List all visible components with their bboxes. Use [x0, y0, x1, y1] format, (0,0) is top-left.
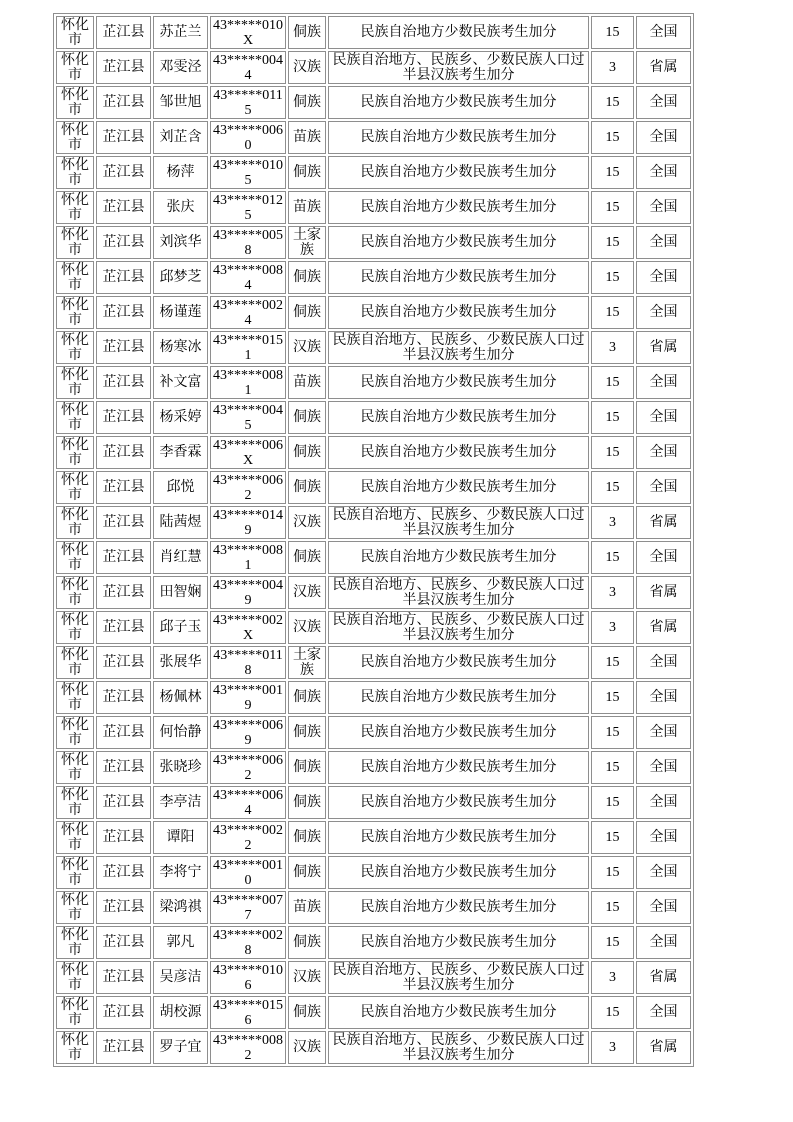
cell-ethnicity: 苗族: [288, 121, 326, 154]
cell-student-name: 陆茜煜: [153, 506, 208, 539]
cell-county: 芷江县: [96, 891, 151, 924]
cell-city: 怀化市: [56, 576, 94, 609]
cell-bonus-points: 15: [591, 401, 634, 434]
cell-bonus-reason: 民族自治地方少数民族考生加分: [328, 786, 589, 819]
table-row: [56, 296, 691, 329]
cell-student-name: 何怡静: [153, 716, 208, 749]
cell-city: 怀化市: [56, 401, 94, 434]
cell-county: 芷江县: [96, 296, 151, 329]
cell-student-name: 杨寒冰: [153, 331, 208, 364]
cell-city: 怀化市: [56, 16, 94, 49]
cell-bonus-points: 15: [591, 436, 634, 469]
cell-scope: 省属: [636, 576, 691, 609]
cell-bonus-reason: 民族自治地方少数民族考生加分: [328, 436, 589, 469]
cell-city: 怀化市: [56, 996, 94, 1029]
table-row: [56, 331, 691, 364]
cell-bonus-reason: 民族自治地方、民族乡、少数民族人口过半县汉族考生加分: [328, 611, 589, 644]
cell-city: 怀化市: [56, 191, 94, 224]
cell-bonus-reason: 民族自治地方少数民族考生加分: [328, 226, 589, 259]
cell-bonus-reason: 民族自治地方少数民族考生加分: [328, 716, 589, 749]
cell-bonus-points: 15: [591, 366, 634, 399]
cell-scope: 全国: [636, 121, 691, 154]
cell-bonus-points: 15: [591, 996, 634, 1029]
cell-id-number: 43*****0062: [210, 471, 286, 504]
cell-id-number: 43*****0049: [210, 576, 286, 609]
cell-ethnicity: 苗族: [288, 366, 326, 399]
table-row: [56, 961, 691, 994]
cell-id-number: 43*****0028: [210, 926, 286, 959]
cell-id-number: 43*****0151: [210, 331, 286, 364]
table-row: [56, 856, 691, 889]
cell-ethnicity: 侗族: [288, 751, 326, 784]
cell-student-name: 梁鸿祺: [153, 891, 208, 924]
cell-city: 怀化市: [56, 471, 94, 504]
cell-bonus-points: 3: [591, 611, 634, 644]
cell-student-name: 李亭洁: [153, 786, 208, 819]
cell-city: 怀化市: [56, 611, 94, 644]
table-row: [56, 121, 691, 154]
cell-ethnicity: 汉族: [288, 506, 326, 539]
cell-bonus-points: 15: [591, 856, 634, 889]
table-row: [56, 471, 691, 504]
cell-ethnicity: 汉族: [288, 51, 326, 84]
cell-ethnicity: 苗族: [288, 191, 326, 224]
cell-bonus-reason: 民族自治地方少数民族考生加分: [328, 156, 589, 189]
table-row: [56, 16, 691, 49]
cell-county: 芷江县: [96, 51, 151, 84]
table-row: [56, 541, 691, 574]
table-row: [56, 261, 691, 294]
cell-bonus-reason: 民族自治地方、民族乡、少数民族人口过半县汉族考生加分: [328, 51, 589, 84]
cell-scope: 全国: [636, 16, 691, 49]
cell-ethnicity: 侗族: [288, 926, 326, 959]
cell-student-name: 李将宁: [153, 856, 208, 889]
cell-id-number: 43*****0081: [210, 366, 286, 399]
cell-bonus-points: 15: [591, 681, 634, 714]
cell-scope: 全国: [636, 926, 691, 959]
cell-bonus-points: 15: [591, 471, 634, 504]
cell-id-number: 43*****0022: [210, 821, 286, 854]
cell-bonus-points: 3: [591, 1031, 634, 1064]
cell-id-number: 43*****0044: [210, 51, 286, 84]
cell-id-number: 43*****0106: [210, 961, 286, 994]
cell-bonus-reason: 民族自治地方少数民族考生加分: [328, 471, 589, 504]
cell-ethnicity: 侗族: [288, 261, 326, 294]
cell-bonus-reason: 民族自治地方少数民族考生加分: [328, 646, 589, 679]
cell-county: 芷江县: [96, 261, 151, 294]
cell-bonus-points: 15: [591, 891, 634, 924]
cell-county: 芷江县: [96, 996, 151, 1029]
cell-id-number: 43*****0118: [210, 646, 286, 679]
cell-id-number: 43*****0077: [210, 891, 286, 924]
cell-ethnicity: 侗族: [288, 786, 326, 819]
cell-ethnicity: 土家族: [288, 226, 326, 259]
cell-county: 芷江县: [96, 331, 151, 364]
cell-city: 怀化市: [56, 436, 94, 469]
cell-bonus-reason: 民族自治地方少数民族考生加分: [328, 16, 589, 49]
cell-city: 怀化市: [56, 366, 94, 399]
cell-county: 芷江县: [96, 646, 151, 679]
cell-id-number: 43*****0125: [210, 191, 286, 224]
cell-bonus-reason: 民族自治地方少数民族考生加分: [328, 541, 589, 574]
cell-bonus-points: 15: [591, 786, 634, 819]
cell-bonus-reason: 民族自治地方少数民族考生加分: [328, 261, 589, 294]
cell-ethnicity: 侗族: [288, 856, 326, 889]
cell-county: 芷江县: [96, 121, 151, 154]
cell-ethnicity: 侗族: [288, 156, 326, 189]
bonus-points-table: [53, 13, 694, 1067]
cell-ethnicity: 汉族: [288, 331, 326, 364]
table-row: [56, 1031, 691, 1064]
cell-scope: 省属: [636, 331, 691, 364]
cell-id-number: 43*****002X: [210, 611, 286, 644]
cell-county: 芷江县: [96, 576, 151, 609]
cell-county: 芷江县: [96, 191, 151, 224]
cell-bonus-reason: 民族自治地方、民族乡、少数民族人口过半县汉族考生加分: [328, 1031, 589, 1064]
cell-scope: 全国: [636, 891, 691, 924]
cell-city: 怀化市: [56, 331, 94, 364]
cell-city: 怀化市: [56, 786, 94, 819]
cell-id-number: 43*****0082: [210, 1031, 286, 1064]
table-row: [56, 646, 691, 679]
table-row: [56, 86, 691, 119]
cell-ethnicity: 侗族: [288, 681, 326, 714]
cell-ethnicity: 汉族: [288, 1031, 326, 1064]
table-row: [56, 191, 691, 224]
cell-id-number: 43*****0084: [210, 261, 286, 294]
cell-bonus-reason: 民族自治地方、民族乡、少数民族人口过半县汉族考生加分: [328, 576, 589, 609]
cell-student-name: 邱梦芝: [153, 261, 208, 294]
table-row: [56, 576, 691, 609]
cell-student-name: 杨采婷: [153, 401, 208, 434]
cell-county: 芷江县: [96, 541, 151, 574]
cell-county: 芷江县: [96, 681, 151, 714]
cell-ethnicity: 侗族: [288, 996, 326, 1029]
cell-county: 芷江县: [96, 156, 151, 189]
cell-city: 怀化市: [56, 646, 94, 679]
cell-county: 芷江县: [96, 961, 151, 994]
cell-id-number: 43*****0062: [210, 751, 286, 784]
cell-scope: 省属: [636, 1031, 691, 1064]
cell-city: 怀化市: [56, 541, 94, 574]
cell-bonus-points: 15: [591, 121, 634, 154]
table-row: [56, 821, 691, 854]
cell-ethnicity: 侗族: [288, 436, 326, 469]
cell-scope: 全国: [636, 541, 691, 574]
cell-bonus-points: 15: [591, 926, 634, 959]
cell-bonus-points: 3: [591, 576, 634, 609]
cell-scope: 全国: [636, 191, 691, 224]
cell-city: 怀化市: [56, 506, 94, 539]
cell-student-name: 补文富: [153, 366, 208, 399]
cell-id-number: 43*****0060: [210, 121, 286, 154]
cell-city: 怀化市: [56, 961, 94, 994]
cell-scope: 省属: [636, 611, 691, 644]
cell-county: 芷江县: [96, 86, 151, 119]
cell-bonus-points: 15: [591, 541, 634, 574]
cell-id-number: 43*****0045: [210, 401, 286, 434]
cell-scope: 全国: [636, 366, 691, 399]
cell-student-name: 邓雯泾: [153, 51, 208, 84]
table-row: [56, 786, 691, 819]
cell-student-name: 李香霖: [153, 436, 208, 469]
table-row: [56, 506, 691, 539]
cell-scope: 全国: [636, 436, 691, 469]
cell-county: 芷江县: [96, 856, 151, 889]
cell-ethnicity: 汉族: [288, 961, 326, 994]
cell-bonus-reason: 民族自治地方少数民族考生加分: [328, 366, 589, 399]
cell-bonus-reason: 民族自治地方、民族乡、少数民族人口过半县汉族考生加分: [328, 506, 589, 539]
table-row: [56, 716, 691, 749]
cell-city: 怀化市: [56, 261, 94, 294]
cell-student-name: 张晓珍: [153, 751, 208, 784]
table-row: [56, 51, 691, 84]
cell-id-number: 43*****0149: [210, 506, 286, 539]
cell-county: 芷江县: [96, 716, 151, 749]
cell-student-name: 张庆: [153, 191, 208, 224]
cell-county: 芷江县: [96, 226, 151, 259]
cell-scope: 省属: [636, 961, 691, 994]
cell-scope: 全国: [636, 296, 691, 329]
cell-city: 怀化市: [56, 226, 94, 259]
cell-county: 芷江县: [96, 16, 151, 49]
cell-county: 芷江县: [96, 366, 151, 399]
cell-county: 芷江县: [96, 611, 151, 644]
cell-scope: 全国: [636, 646, 691, 679]
cell-student-name: 邱子玉: [153, 611, 208, 644]
cell-id-number: 43*****0069: [210, 716, 286, 749]
table-row: [56, 996, 691, 1029]
cell-bonus-points: 15: [591, 226, 634, 259]
cell-scope: 全国: [636, 786, 691, 819]
cell-ethnicity: 侗族: [288, 471, 326, 504]
cell-bonus-reason: 民族自治地方少数民族考生加分: [328, 401, 589, 434]
cell-student-name: 刘芷含: [153, 121, 208, 154]
cell-city: 怀化市: [56, 86, 94, 119]
cell-scope: 全国: [636, 821, 691, 854]
cell-county: 芷江县: [96, 821, 151, 854]
cell-bonus-points: 15: [591, 261, 634, 294]
cell-city: 怀化市: [56, 51, 94, 84]
cell-scope: 全国: [636, 156, 691, 189]
cell-ethnicity: 侗族: [288, 86, 326, 119]
table-row: [56, 156, 691, 189]
table-row: [56, 366, 691, 399]
cell-student-name: 邱悦: [153, 471, 208, 504]
cell-city: 怀化市: [56, 751, 94, 784]
cell-city: 怀化市: [56, 681, 94, 714]
cell-student-name: 胡校源: [153, 996, 208, 1029]
cell-city: 怀化市: [56, 121, 94, 154]
cell-bonus-reason: 民族自治地方少数民族考生加分: [328, 856, 589, 889]
cell-county: 芷江县: [96, 786, 151, 819]
cell-city: 怀化市: [56, 1031, 94, 1064]
cell-scope: 全国: [636, 401, 691, 434]
cell-bonus-points: 3: [591, 51, 634, 84]
cell-student-name: 郭凡: [153, 926, 208, 959]
cell-scope: 全国: [636, 471, 691, 504]
table-row: [56, 891, 691, 924]
cell-id-number: 43*****0064: [210, 786, 286, 819]
cell-scope: 全国: [636, 261, 691, 294]
cell-city: 怀化市: [56, 926, 94, 959]
cell-ethnicity: 汉族: [288, 576, 326, 609]
cell-bonus-points: 15: [591, 16, 634, 49]
cell-student-name: 杨萍: [153, 156, 208, 189]
cell-county: 芷江县: [96, 471, 151, 504]
cell-student-name: 邹世旭: [153, 86, 208, 119]
cell-id-number: 43*****0024: [210, 296, 286, 329]
cell-student-name: 杨谨莲: [153, 296, 208, 329]
cell-student-name: 吴彦洁: [153, 961, 208, 994]
table-row: [56, 226, 691, 259]
cell-county: 芷江县: [96, 926, 151, 959]
cell-student-name: 罗子宜: [153, 1031, 208, 1064]
cell-bonus-reason: 民族自治地方少数民族考生加分: [328, 751, 589, 784]
cell-scope: 全国: [636, 751, 691, 784]
cell-scope: 全国: [636, 856, 691, 889]
cell-county: 芷江县: [96, 436, 151, 469]
cell-scope: 全国: [636, 226, 691, 259]
table-row: [56, 926, 691, 959]
cell-ethnicity: 侗族: [288, 296, 326, 329]
cell-county: 芷江县: [96, 1031, 151, 1064]
cell-city: 怀化市: [56, 891, 94, 924]
cell-bonus-reason: 民族自治地方、民族乡、少数民族人口过半县汉族考生加分: [328, 961, 589, 994]
cell-student-name: 田智娴: [153, 576, 208, 609]
table-row: [56, 681, 691, 714]
cell-ethnicity: 苗族: [288, 891, 326, 924]
cell-ethnicity: 侗族: [288, 716, 326, 749]
cell-student-name: 张展华: [153, 646, 208, 679]
cell-bonus-points: 15: [591, 716, 634, 749]
cell-ethnicity: 侗族: [288, 541, 326, 574]
cell-id-number: 43*****0105: [210, 156, 286, 189]
cell-scope: 省属: [636, 506, 691, 539]
cell-bonus-points: 15: [591, 191, 634, 224]
cell-ethnicity: 土家族: [288, 646, 326, 679]
cell-id-number: 43*****0115: [210, 86, 286, 119]
cell-bonus-points: 15: [591, 86, 634, 119]
cell-city: 怀化市: [56, 716, 94, 749]
cell-student-name: 刘滨华: [153, 226, 208, 259]
table-row: [56, 436, 691, 469]
cell-bonus-points: 15: [591, 646, 634, 679]
cell-ethnicity: 侗族: [288, 821, 326, 854]
cell-bonus-reason: 民族自治地方少数民族考生加分: [328, 891, 589, 924]
cell-city: 怀化市: [56, 856, 94, 889]
cell-bonus-reason: 民族自治地方少数民族考生加分: [328, 681, 589, 714]
cell-bonus-points: 15: [591, 821, 634, 854]
cell-bonus-points: 3: [591, 961, 634, 994]
cell-bonus-points: 3: [591, 506, 634, 539]
cell-bonus-reason: 民族自治地方少数民族考生加分: [328, 821, 589, 854]
cell-bonus-reason: 民族自治地方少数民族考生加分: [328, 191, 589, 224]
cell-student-name: 肖红慧: [153, 541, 208, 574]
cell-id-number: 43*****006X: [210, 436, 286, 469]
cell-student-name: 谭阳: [153, 821, 208, 854]
cell-id-number: 43*****0019: [210, 681, 286, 714]
cell-bonus-points: 15: [591, 751, 634, 784]
cell-bonus-reason: 民族自治地方少数民族考生加分: [328, 121, 589, 154]
cell-id-number: 43*****0081: [210, 541, 286, 574]
cell-scope: 全国: [636, 86, 691, 119]
cell-bonus-reason: 民族自治地方少数民族考生加分: [328, 86, 589, 119]
cell-city: 怀化市: [56, 821, 94, 854]
cell-student-name: 苏芷兰: [153, 16, 208, 49]
cell-ethnicity: 汉族: [288, 611, 326, 644]
cell-scope: 全国: [636, 681, 691, 714]
cell-id-number: 43*****010X: [210, 16, 286, 49]
cell-id-number: 43*****0058: [210, 226, 286, 259]
cell-id-number: 43*****0010: [210, 856, 286, 889]
cell-bonus-points: 3: [591, 331, 634, 364]
table-row: [56, 611, 691, 644]
cell-bonus-reason: 民族自治地方少数民族考生加分: [328, 926, 589, 959]
cell-county: 芷江县: [96, 401, 151, 434]
cell-county: 芷江县: [96, 506, 151, 539]
cell-city: 怀化市: [56, 156, 94, 189]
cell-county: 芷江县: [96, 751, 151, 784]
cell-id-number: 43*****0156: [210, 996, 286, 1029]
cell-scope: 全国: [636, 996, 691, 1029]
cell-ethnicity: 侗族: [288, 401, 326, 434]
cell-ethnicity: 侗族: [288, 16, 326, 49]
cell-bonus-points: 15: [591, 156, 634, 189]
cell-scope: 全国: [636, 716, 691, 749]
cell-scope: 省属: [636, 51, 691, 84]
cell-city: 怀化市: [56, 296, 94, 329]
cell-bonus-reason: 民族自治地方、民族乡、少数民族人口过半县汉族考生加分: [328, 331, 589, 364]
table-row: [56, 751, 691, 784]
cell-student-name: 杨佩林: [153, 681, 208, 714]
cell-bonus-reason: 民族自治地方少数民族考生加分: [328, 996, 589, 1029]
table-row: [56, 401, 691, 434]
cell-bonus-reason: 民族自治地方少数民族考生加分: [328, 296, 589, 329]
cell-bonus-points: 15: [591, 296, 634, 329]
